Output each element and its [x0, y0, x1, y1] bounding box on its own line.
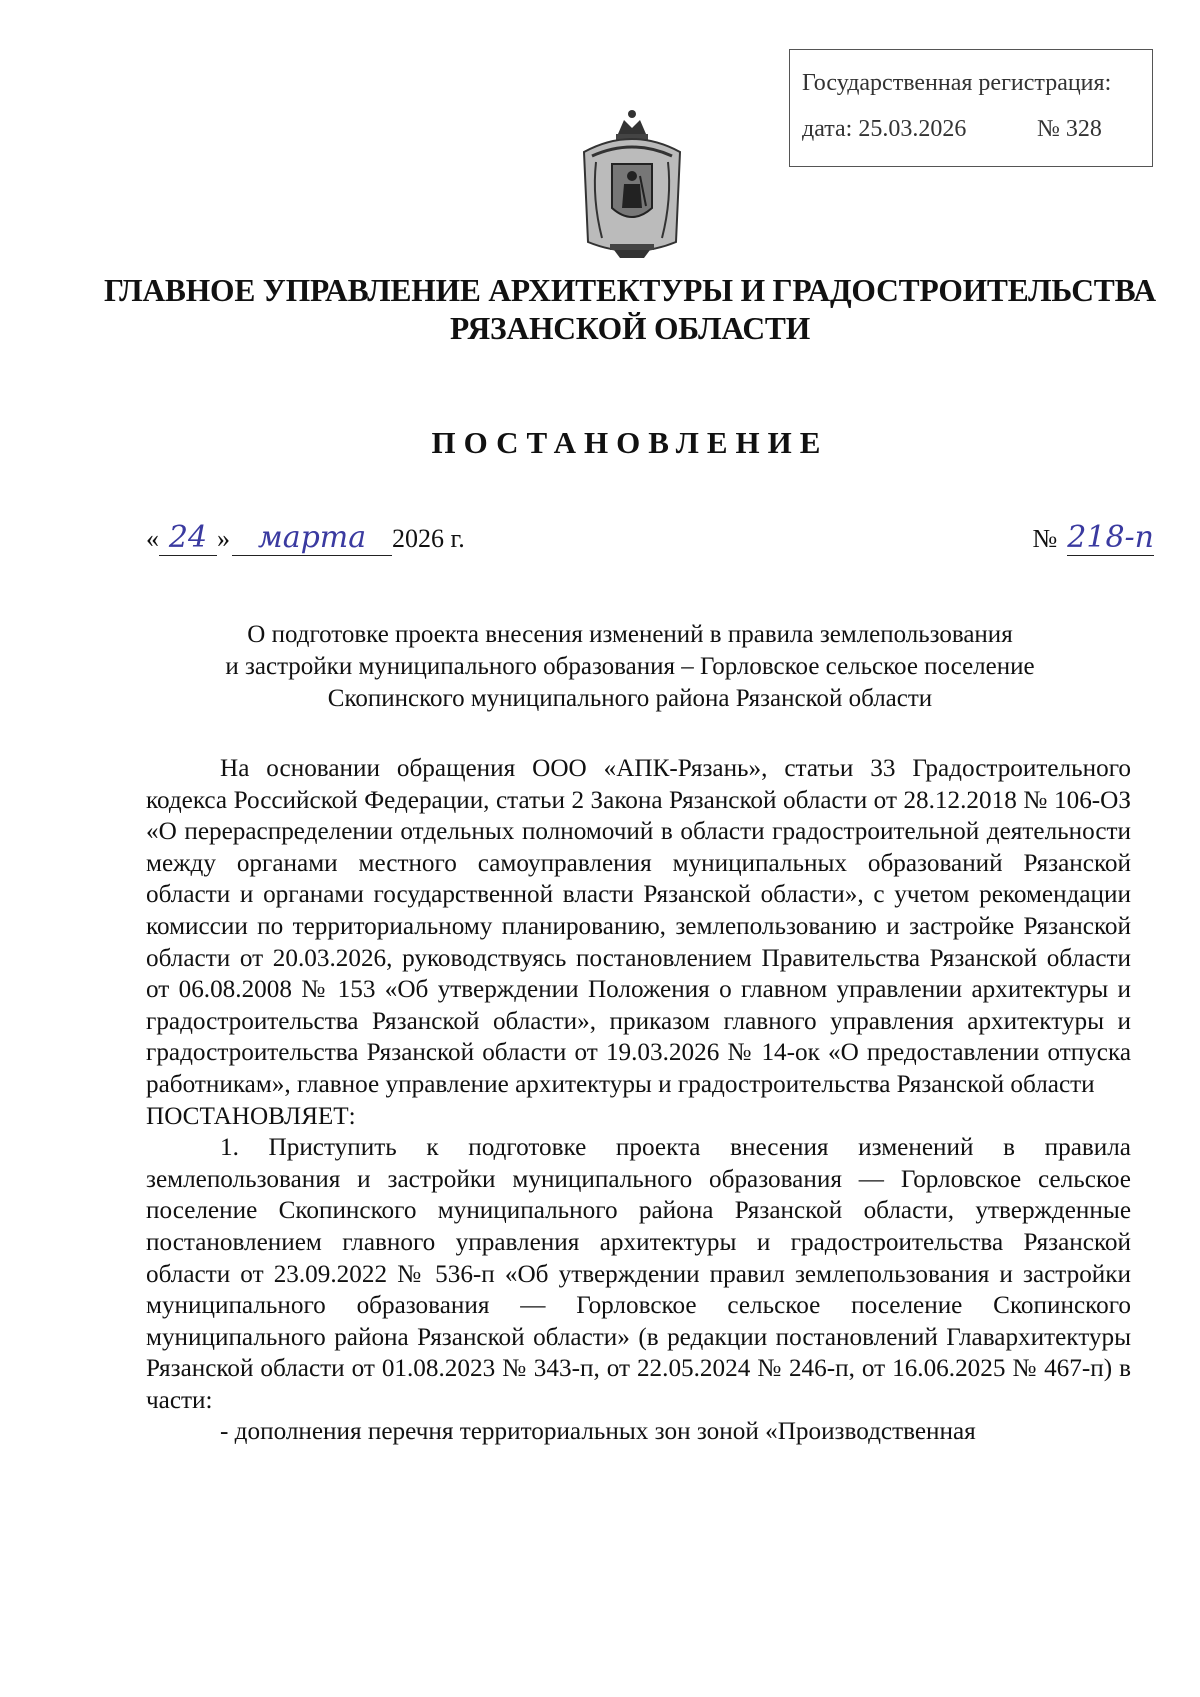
document-body — [146, 753, 1131, 1448]
body-paragraph-3: - дополнения перечня территориальных зон зоной «Производственная — [220, 1418, 976, 1446]
date-year: 2026 г. — [392, 524, 465, 553]
document-type: ПОСТАНОВЛЕНИЕ — [431, 425, 829, 460]
body-paragraph-2: 1. Приступить к подготовке проекта внесения изменений в правила землепользования и застройки муниципального образования — Горловское сельское поселение Скопинского муниципального района Рязанской области, утвержденные постановлением главного управления архитектуры и градостроительства Рязанской области от 23.09.2022 № 536-п «Об утверждении правил землепользования и застройки муниципального образования — Горловское сельское поселение Скопинского муниципального района Рязанской области» (в редакции постановлений Главархитектуры Рязанской области от 01.08.2023 № 343-п, от 22.05.2024 № 246-п, от 16.06.2025 № 467-п) в части: — [146, 1134, 1131, 1414]
subject-line2: и застройки муниципального образования – Горловское сельское поселение — [225, 653, 1035, 680]
organization-name-line1: ГЛАВНОЕ УПРАВЛЕНИЕ АРХИТЕКТУРЫ И ГРАДОСТРОИТЕЛЬСТВА — [104, 273, 1156, 308]
organization-name-line2: РЯЗАНСКОЙ ОБЛАСТИ — [449, 311, 811, 346]
document-subject — [140, 619, 1120, 715]
coat-of-arms-icon — [574, 104, 690, 264]
registration-stamp — [789, 49, 1153, 167]
resolution-keyword: ПОСТАНОВЛЯЕТ: — [146, 1102, 356, 1130]
date-open-quote: « — [146, 524, 159, 553]
organization-name — [100, 272, 1160, 348]
date-day: 24 — [159, 520, 217, 556]
registration-title: Государственная регистрация: — [802, 70, 1112, 96]
subject-line3: Скопинского муниципального района Рязанской области — [327, 685, 933, 712]
number-value: 218-п — [1067, 520, 1154, 555]
number-label: № — [1032, 524, 1058, 553]
date-close-quote: » — [217, 524, 230, 553]
date-month: марта — [232, 520, 392, 556]
document-date — [146, 520, 465, 556]
registration-date: дата: 25.03.2026 — [802, 116, 967, 142]
body-paragraph-1: На основании обращения ООО «АПК-Рязань», статьи 33 Градостроительного кодекса Российской Федерации, статьи 2 Закона Рязанской области от 28.12.2018 № 106-ОЗ «О перераспределении отдельных полномочий в области градостроительной деятельности между органами местного самоуправления муниципальных образований Рязанской области и органами государственной власти Рязанской области», с учетом рекомендации комиссии по территориальному планированию, землепользованию и застройке Рязанской области от 20.03.2026, руководствуясь постановлением Правительства Рязанской области от 06.08.2008 № 153 «Об утверждении Положения о главном управлении архитектуры и градостроительства Рязанской области», приказом главного управления архитектуры и градостроительства Рязанской области от 19.03.2026 № 14-ок «О предоставлении отпуска работникам», главное управление архитектуры и градостроительства Рязанской области — [146, 755, 1131, 1098]
document-number — [1032, 520, 1154, 555]
subject-line1: О подготовке проекта внесения изменений в правила землепользования — [247, 621, 1013, 648]
registration-number: № 328 — [1037, 116, 1102, 142]
